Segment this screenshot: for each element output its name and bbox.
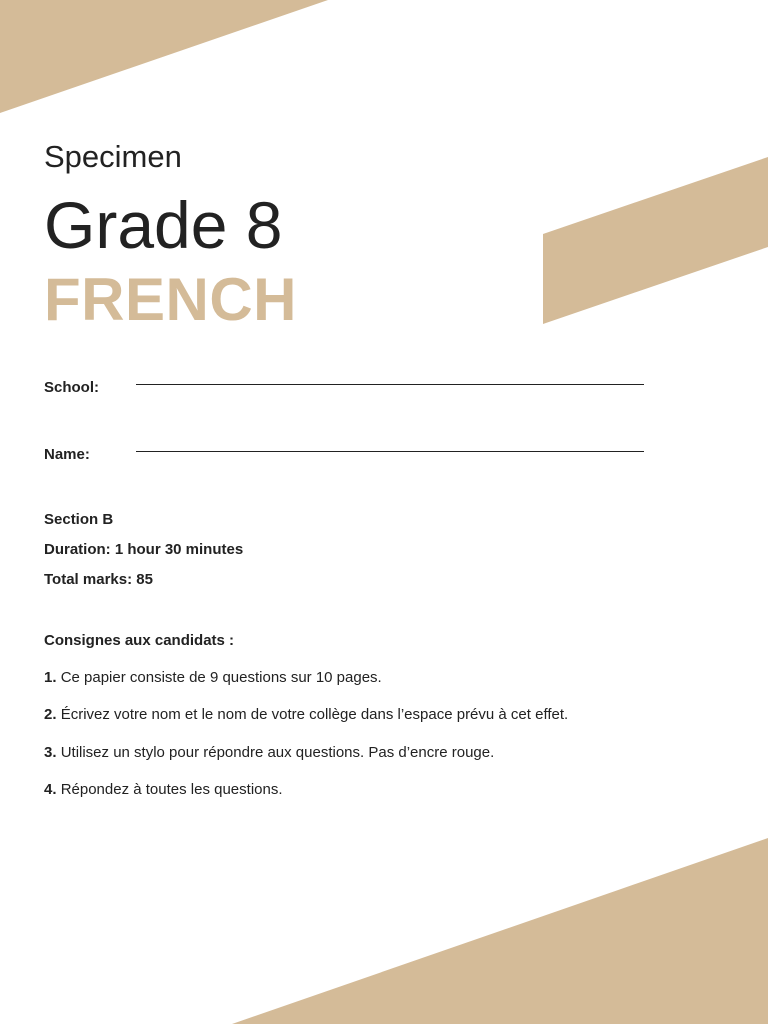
- grade-title: Grade 8: [44, 188, 283, 262]
- bottom-right-decor-shape: [232, 838, 768, 1024]
- instruction-text: Répondez à toutes les questions.: [60, 781, 283, 798]
- instruction-number: 2.: [44, 706, 57, 723]
- name-field[interactable]: [136, 451, 644, 452]
- school-field[interactable]: [136, 384, 644, 385]
- instruction-number: 4.: [44, 781, 57, 798]
- instruction-text: Ce papier consiste de 9 questions sur 10 pages.: [60, 669, 382, 686]
- top-left-decor-shape: [0, 0, 328, 113]
- instruction-number: 3.: [44, 744, 57, 761]
- instruction-item: [44, 706, 568, 724]
- school-label: School:: [44, 379, 99, 396]
- name-label: Name:: [44, 446, 90, 463]
- right-decor-shape: [543, 157, 768, 324]
- instruction-item: [44, 669, 382, 687]
- instructions-heading: Consignes aux candidats :: [44, 632, 235, 649]
- section-label: Section B: [44, 511, 114, 528]
- specimen-label: Specimen: [44, 139, 182, 174]
- instruction-text: Utilisez un stylo pour répondre aux questions. Pas d’encre rouge.: [60, 744, 495, 761]
- duration-label: Duration: 1 hour 30 minutes: [44, 541, 244, 558]
- total-marks-label: Total marks: 85: [44, 571, 153, 588]
- instruction-number: 1.: [44, 669, 57, 686]
- instruction-item: [44, 781, 283, 799]
- instruction-item: [44, 744, 494, 762]
- subject-title: FRENCH: [44, 266, 297, 333]
- instruction-text: Écrivez votre nom et le nom de votre collège dans l’espace prévu à cet effet.: [60, 706, 569, 723]
